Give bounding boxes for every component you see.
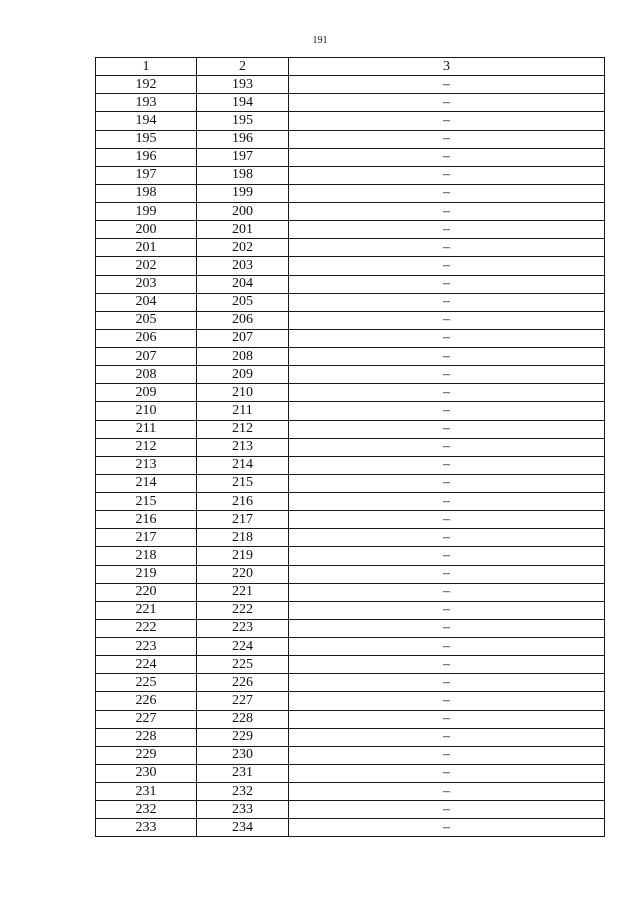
table-header bbox=[96, 58, 605, 76]
table-cell-col-2: 222 bbox=[197, 601, 289, 619]
table-row bbox=[96, 148, 605, 166]
table-cell-col-1: 223 bbox=[96, 638, 197, 656]
table-cell-col-1: 212 bbox=[96, 438, 197, 456]
table-cell-col-1: 199 bbox=[96, 203, 197, 221]
table-cell-col-3: – bbox=[289, 112, 605, 130]
table-cell-col-2: 194 bbox=[197, 94, 289, 112]
table-row bbox=[96, 384, 605, 402]
table-cell-col-3: – bbox=[289, 239, 605, 257]
table-cell-col-1: 218 bbox=[96, 547, 197, 565]
table-cell-col-1: 204 bbox=[96, 293, 197, 311]
table-cell-col-3: – bbox=[289, 76, 605, 94]
table-cell-col-1: 207 bbox=[96, 348, 197, 366]
table-cell-col-2: 198 bbox=[197, 166, 289, 184]
table-row bbox=[96, 348, 605, 366]
table-cell-col-2: 225 bbox=[197, 656, 289, 674]
table-cell-col-2: 193 bbox=[197, 76, 289, 94]
table-cell-col-3: – bbox=[289, 438, 605, 456]
table-cell-col-2: 195 bbox=[197, 112, 289, 130]
table-cell-col-1: 206 bbox=[96, 329, 197, 347]
table-cell-col-2: 197 bbox=[197, 148, 289, 166]
table-row bbox=[96, 203, 605, 221]
table-row bbox=[96, 76, 605, 94]
table-cell-col-1: 225 bbox=[96, 674, 197, 692]
table-cell-col-2: 221 bbox=[197, 583, 289, 601]
table-row bbox=[96, 456, 605, 474]
table-cell-col-2: 215 bbox=[197, 474, 289, 492]
column-header-3: 3 bbox=[289, 58, 605, 76]
table-cell-col-1: 219 bbox=[96, 565, 197, 583]
table-cell-col-3: – bbox=[289, 420, 605, 438]
table-cell-col-3: – bbox=[289, 674, 605, 692]
table-row bbox=[96, 366, 605, 384]
table-cell-col-3: – bbox=[289, 801, 605, 819]
table-cell-col-3: – bbox=[289, 203, 605, 221]
table-cell-col-1: 228 bbox=[96, 728, 197, 746]
table-cell-col-2: 214 bbox=[197, 456, 289, 474]
table-cell-col-2: 227 bbox=[197, 692, 289, 710]
table-cell-col-3: – bbox=[289, 710, 605, 728]
table-row bbox=[96, 674, 605, 692]
table-cell-col-3: – bbox=[289, 293, 605, 311]
table-cell-col-2: 229 bbox=[197, 728, 289, 746]
table-cell-col-2: 234 bbox=[197, 819, 289, 837]
table-cell-col-3: – bbox=[289, 456, 605, 474]
table-body bbox=[96, 76, 605, 837]
table-row bbox=[96, 257, 605, 275]
table-cell-col-3: – bbox=[289, 348, 605, 366]
table-cell-col-2: 232 bbox=[197, 783, 289, 801]
table-cell-col-2: 209 bbox=[197, 366, 289, 384]
table-row bbox=[96, 402, 605, 420]
table-cell-col-3: – bbox=[289, 619, 605, 637]
table-cell-col-3: – bbox=[289, 565, 605, 583]
table-cell-col-2: 200 bbox=[197, 203, 289, 221]
table-cell-col-2: 228 bbox=[197, 710, 289, 728]
table-cell-col-1: 195 bbox=[96, 130, 197, 148]
table-cell-col-3: – bbox=[289, 692, 605, 710]
table-row bbox=[96, 239, 605, 257]
table-row bbox=[96, 511, 605, 529]
data-table bbox=[95, 57, 605, 837]
table-cell-col-2: 212 bbox=[197, 420, 289, 438]
table-row bbox=[96, 275, 605, 293]
table-cell-col-1: 233 bbox=[96, 819, 197, 837]
table-cell-col-1: 227 bbox=[96, 710, 197, 728]
table-row bbox=[96, 474, 605, 492]
table-cell-col-1: 224 bbox=[96, 656, 197, 674]
table-cell-col-1: 229 bbox=[96, 746, 197, 764]
table-cell-col-3: – bbox=[289, 728, 605, 746]
table-row bbox=[96, 583, 605, 601]
table-cell-col-2: 205 bbox=[197, 293, 289, 311]
table-cell-col-1: 220 bbox=[96, 583, 197, 601]
table-cell-col-1: 226 bbox=[96, 692, 197, 710]
table-cell-col-1: 231 bbox=[96, 783, 197, 801]
table-cell-col-3: – bbox=[289, 547, 605, 565]
table-cell-col-3: – bbox=[289, 329, 605, 347]
table-cell-col-2: 220 bbox=[197, 565, 289, 583]
table-row bbox=[96, 221, 605, 239]
table-cell-col-2: 231 bbox=[197, 764, 289, 782]
table-row bbox=[96, 130, 605, 148]
table-cell-col-3: – bbox=[289, 257, 605, 275]
page-number: 191 bbox=[312, 35, 328, 46]
table-cell-col-2: 223 bbox=[197, 619, 289, 637]
table-cell-col-2: 201 bbox=[197, 221, 289, 239]
table-row bbox=[96, 438, 605, 456]
table-row bbox=[96, 329, 605, 347]
table-cell-col-1: 215 bbox=[96, 493, 197, 511]
table-cell-col-3: – bbox=[289, 130, 605, 148]
table-cell-col-2: 230 bbox=[197, 746, 289, 764]
table-row bbox=[96, 565, 605, 583]
column-header-1: 1 bbox=[96, 58, 197, 76]
table-cell-col-1: 208 bbox=[96, 366, 197, 384]
table-row bbox=[96, 638, 605, 656]
table-row bbox=[96, 184, 605, 202]
table-cell-col-2: 206 bbox=[197, 311, 289, 329]
table-cell-col-3: – bbox=[289, 474, 605, 492]
table-cell-col-1: 214 bbox=[96, 474, 197, 492]
table-row bbox=[96, 728, 605, 746]
table-cell-col-2: 208 bbox=[197, 348, 289, 366]
table-cell-col-2: 216 bbox=[197, 493, 289, 511]
table-cell-col-3: – bbox=[289, 493, 605, 511]
table-cell-col-1: 198 bbox=[96, 184, 197, 202]
table-cell-col-3: – bbox=[289, 783, 605, 801]
table-cell-col-1: 201 bbox=[96, 239, 197, 257]
table-cell-col-2: 207 bbox=[197, 329, 289, 347]
table-cell-col-1: 230 bbox=[96, 764, 197, 782]
table-row bbox=[96, 710, 605, 728]
table-cell-col-1: 196 bbox=[96, 148, 197, 166]
table-row bbox=[96, 94, 605, 112]
table-header-row bbox=[96, 58, 605, 76]
table-cell-col-1: 217 bbox=[96, 529, 197, 547]
table-row bbox=[96, 746, 605, 764]
table-cell-col-2: 213 bbox=[197, 438, 289, 456]
table-cell-col-3: – bbox=[289, 166, 605, 184]
table-row bbox=[96, 783, 605, 801]
table-cell-col-1: 193 bbox=[96, 94, 197, 112]
table-cell-col-3: – bbox=[289, 384, 605, 402]
table-row bbox=[96, 619, 605, 637]
table-cell-col-3: – bbox=[289, 819, 605, 837]
table-cell-col-1: 216 bbox=[96, 511, 197, 529]
table-row bbox=[96, 601, 605, 619]
table-row bbox=[96, 112, 605, 130]
table-cell-col-1: 205 bbox=[96, 311, 197, 329]
table-cell-col-1: 213 bbox=[96, 456, 197, 474]
table-cell-col-2: 211 bbox=[197, 402, 289, 420]
table-cell-col-2: 196 bbox=[197, 130, 289, 148]
table-cell-col-2: 204 bbox=[197, 275, 289, 293]
table-cell-col-1: 197 bbox=[96, 166, 197, 184]
table-cell-col-1: 211 bbox=[96, 420, 197, 438]
table-cell-col-1: 210 bbox=[96, 402, 197, 420]
table-row bbox=[96, 420, 605, 438]
table-cell-col-1: 194 bbox=[96, 112, 197, 130]
table-cell-col-1: 209 bbox=[96, 384, 197, 402]
table-row bbox=[96, 293, 605, 311]
table-cell-col-3: – bbox=[289, 184, 605, 202]
table-cell-col-3: – bbox=[289, 148, 605, 166]
table-cell-col-3: – bbox=[289, 601, 605, 619]
table-cell-col-1: 232 bbox=[96, 801, 197, 819]
table-row bbox=[96, 819, 605, 837]
table-cell-col-2: 219 bbox=[197, 547, 289, 565]
table-cell-col-1: 222 bbox=[96, 619, 197, 637]
table-row bbox=[96, 656, 605, 674]
table-cell-col-3: – bbox=[289, 94, 605, 112]
table-cell-col-2: 224 bbox=[197, 638, 289, 656]
table-cell-col-2: 226 bbox=[197, 674, 289, 692]
table-cell-col-2: 233 bbox=[197, 801, 289, 819]
table-row bbox=[96, 692, 605, 710]
table-cell-col-3: – bbox=[289, 275, 605, 293]
table-row bbox=[96, 547, 605, 565]
table-row bbox=[96, 529, 605, 547]
table-cell-col-3: – bbox=[289, 311, 605, 329]
column-header-2: 2 bbox=[197, 58, 289, 76]
table-cell-col-1: 200 bbox=[96, 221, 197, 239]
table-cell-col-3: – bbox=[289, 638, 605, 656]
table-row bbox=[96, 764, 605, 782]
table-cell-col-1: 203 bbox=[96, 275, 197, 293]
table-cell-col-2: 217 bbox=[197, 511, 289, 529]
table-cell-col-3: – bbox=[289, 764, 605, 782]
table-cell-col-1: 192 bbox=[96, 76, 197, 94]
table-cell-col-3: – bbox=[289, 402, 605, 420]
table-row bbox=[96, 493, 605, 511]
table-cell-col-2: 210 bbox=[197, 384, 289, 402]
table-row bbox=[96, 166, 605, 184]
table-cell-col-2: 199 bbox=[197, 184, 289, 202]
table-cell-col-2: 202 bbox=[197, 239, 289, 257]
table-cell-col-3: – bbox=[289, 221, 605, 239]
table-row bbox=[96, 311, 605, 329]
table-cell-col-2: 203 bbox=[197, 257, 289, 275]
table-cell-col-3: – bbox=[289, 746, 605, 764]
table-cell-col-1: 202 bbox=[96, 257, 197, 275]
table-cell-col-3: – bbox=[289, 366, 605, 384]
table-cell-col-2: 218 bbox=[197, 529, 289, 547]
table-cell-col-3: – bbox=[289, 583, 605, 601]
table-cell-col-3: – bbox=[289, 656, 605, 674]
table-row bbox=[96, 801, 605, 819]
table-cell-col-3: – bbox=[289, 511, 605, 529]
table-cell-col-3: – bbox=[289, 529, 605, 547]
table-cell-col-1: 221 bbox=[96, 601, 197, 619]
